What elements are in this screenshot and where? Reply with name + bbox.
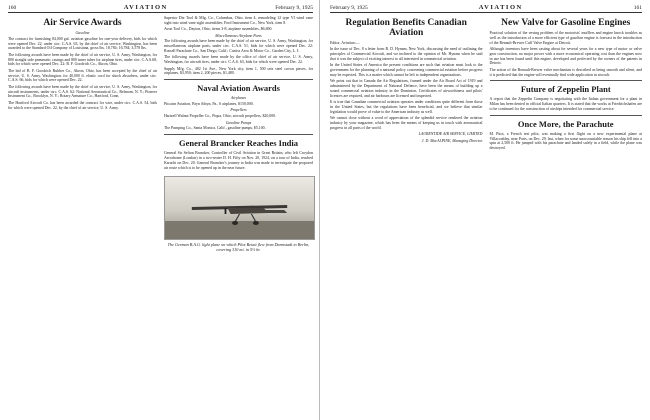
article-paragraph: Gasoline (75, 31, 90, 35)
article-paragraph: Superior Die Tool & Mfg. Co., Columbus, Ohio, item 4, remodeling 12 type VI wind vane sight into wind vane sight assemblies; Ford Instrument Co., New York, item 8. (164, 16, 313, 25)
article-paragraph: The action of the Renault-Brewer valve mechanism is described as being smooth and silent, and it is predicted that the engine will eventually find wide application in aircraft. (489, 67, 642, 77)
left-column-1 (8, 16, 157, 252)
page-number: 160 (8, 5, 17, 11)
airplane-photo (164, 176, 315, 240)
article-paragraph: The following awards have been made by the chief of air service, U. S. Army, Washington, for 800 straight side pneumatic casings and 800 inner tubes for airplane tires, under circ. C.A.S.68, bids for which were opened Dec. 22: B. F. Goodrich Co., Akron, Ohio. (8, 52, 157, 67)
article-subheading: Airplanes (230, 96, 247, 101)
article-paragraph: Supply Mfg. Co., 402 1st Ave., New York city, item 1, 500 sets steel crown pieces, for airplanes, $3,950; item 2, 200 pieces, $1,480. (164, 66, 313, 76)
article-paragraph: Although inventors have been casting about for several years for a new type of motor or valve gear construction, no major power with a more economical operating cost than the engines now in use has been found until this engine, developed and perfected by the owners of the patents in Detroit. (489, 46, 642, 66)
left-column-2 (164, 16, 313, 252)
article-paragraph: In the issue of Dec. 8 a letter from R. D. Hynam, New York, discussing the need of outlining the principles of Commercial Aircraft, and we inclined to the opinion of Mr. Hynam when he said that it was the subject of exciting interest to all interested in commercial aviation. (330, 47, 483, 61)
article-paragraph: It is true that Canadian commercial aviation operates under conditions quite different from those in the United States, but the regulations have been beneficial, and we believe that similar legislation would prove of value to the American industry as well. (330, 100, 483, 114)
article-paragraph: The Hartford Aircraft Co. has been awarded the contract for wire, under circ. C.A.S. 54, bids for which were opened Dec. 22, by the chief of air service, U. S. Army. (8, 100, 157, 110)
running-head-right (330, 0, 642, 13)
issue-date: February 9, 1925 (330, 5, 368, 11)
article-paragraph: Editor, Aviation:— (330, 41, 360, 45)
article-subheading: Miscellaneous Airplane Parts (215, 33, 262, 38)
article-paragraph: Practical solution of the vexing problem of the motorists' mufflers and engine knock troubles as well as the introduction of a more efficient type of gasoline engine is forecast in the introduction of the Renault-Brewer Cuff Valve Engine at Detroit. (489, 31, 642, 45)
article-paragraph: The following awards have been made by the office of chief of air service, U. S. Army, Washington, for aircraft tires, under circ. C.A.S. 63, bids for which were opened Dec. 22. (164, 55, 313, 65)
article-paragraph: Avon Tool Co., Dayton, Ohio, items 3-8, airplane assemblies, $6,690. (164, 27, 273, 32)
article-heading: Once More, the Parachute (517, 118, 614, 129)
article-paragraph: The following awards have been made by the chief of air service, U. S. Army, Washington, for miscellaneous airplane parts, under circ. C.A.S. 51, bids for which were opened Dec. 22: Russell Parachute Co., San Diego, Calif.; Curtiss Aero & Motor Co., Garden City, L. I. (164, 39, 313, 53)
right-page (320, 0, 650, 420)
article-paragraph: We point out that in Canada the Air Regulations, framed under the Air Board Act of 1919 and administered by the Department of National Defence, have been the means of building up a sound commercial aviation industry in the Dominion. Certificates of airworthiness and pilots' licences are required, and air harbours are licensed and inspected. (330, 79, 483, 98)
right-column-2 (490, 16, 643, 153)
article-paragraph: M. Pitot, a French test pilot, was making a first flight on a new experimental plane at Villacoublay, near Paris, on Dec. 29, last, when for some unaccountable reason his ship fell into a spin at 2,500 ft. He jumped with his parachute and landed safely in a field, while the plane was destroyed. (489, 131, 642, 151)
letter-signature: LAURENTIDE AIR SERVICE, LIMITED (418, 132, 483, 137)
article-heading: Air Service Awards (43, 18, 122, 28)
article-heading: New Valve for Gasoline Engines (501, 18, 631, 28)
article-subheading: Gasoline Pumps (225, 120, 252, 125)
article-heading: Naval Aviation Awards (197, 83, 280, 94)
article-paragraph: In the United States of America the present conditions are such that aviation must look to the government for the planning of a national policy concerning commercial aviation before progress may be expected. This is a matter which cannot be left to independent organizations. (330, 63, 483, 77)
article-subheading: Propellers (230, 108, 247, 113)
running-head-left (8, 0, 313, 13)
article-paragraph: General Sir Sefton Brancker, Controller of Civil Aviation in Great Britain, who left Croydon Aerodrome (London) in a two-seater D. H. Fifty on Nov. 20, 1924, on a tour of India, reached Karachi on Dec. 20. General Brancker's journey to India was made to investigate the proposed air route which is to be opened up in the near future. (164, 151, 313, 170)
issue-date: February 9, 1925 (275, 5, 313, 11)
section-rule (164, 134, 313, 135)
article-heading: General Brancker Reaches India (178, 138, 299, 149)
article-paragraph: The Pumping Co., Santa Monica, Calif., gasoline pumps, $5,100. (164, 126, 266, 131)
article-paragraph: The following awards have been made by the chief of air service, U. S. Army, Washington, for aircraft instruments, under circ. C.A.S. 62: National Aeronautical Co., Belmont, N. Y.; Pioneer Instrument Co., Brooklyn, N. Y.; Rotary Armature Co., Hartford, Conn. (8, 84, 157, 99)
page-number: 161 (633, 5, 642, 11)
article-paragraph: We cannot close without a word of appreciation of the splendid service rendered the aviation industry by your magazine, which has been the means of keeping us in touch with aeronautical progress in all parts of the world. (330, 116, 483, 130)
letter-signature: J. D. MacALPINE, Managing Director (421, 138, 483, 143)
article-paragraph: Hartzell Walnut Propeller Co., Piqua, Ohio, aircraft propellers, $20,000. (164, 114, 277, 119)
article-paragraph: The bid of B. F. Goodrich Rubber Co., Akron, Ohio, has been accepted by the chief of air service, U. S. Army, Washington, for 40,000 ft. elastic cord for shock absorbers, under circ. C.A.S. 66, bids for which were opened Dec. 22. (8, 68, 157, 83)
article-paragraph: A report that the Zeppelin Company is negotiating with the Italian government for a plant in Milan has been denied in official Italian quarters. It is stated that the works at Friedrichshafen are to be continued for the construction of airships intended for commercial service. (489, 97, 642, 111)
journal-title: AVIATION (478, 4, 523, 11)
section-rule (490, 115, 643, 116)
photo-caption: The German B.A.G. light plane on which Pilot Beiatt flew from Darmstadt to Berlin, covering 310 mi. in 5½ hr. (167, 241, 310, 252)
article-paragraph: Pitcairn Aviation, Bryn Athyn, Pa., 6 airplanes, $150,000. (164, 101, 254, 106)
article-paragraph: The contract for furnishing 84,000 gal. aviation gasoline for one-year delivery, bids for which were opened Dec. 22, under circ. C.A.S. 63, by the chief of air service, Washington, has been awarded to the Standard Oil Company of Louisiana, gross lbs. 18,784; 16,784; 3,578 lbs. (8, 36, 157, 51)
article-heading: Regulation Benefits Canadian Aviation (345, 18, 467, 38)
article-heading: Future of Zeppelin Plant (520, 84, 611, 95)
journal-title: AVIATION (123, 4, 168, 11)
airplane-illustration (165, 177, 314, 239)
section-rule (490, 80, 643, 81)
right-column-1 (330, 16, 483, 153)
left-page (0, 0, 320, 420)
section-rule (164, 79, 313, 80)
